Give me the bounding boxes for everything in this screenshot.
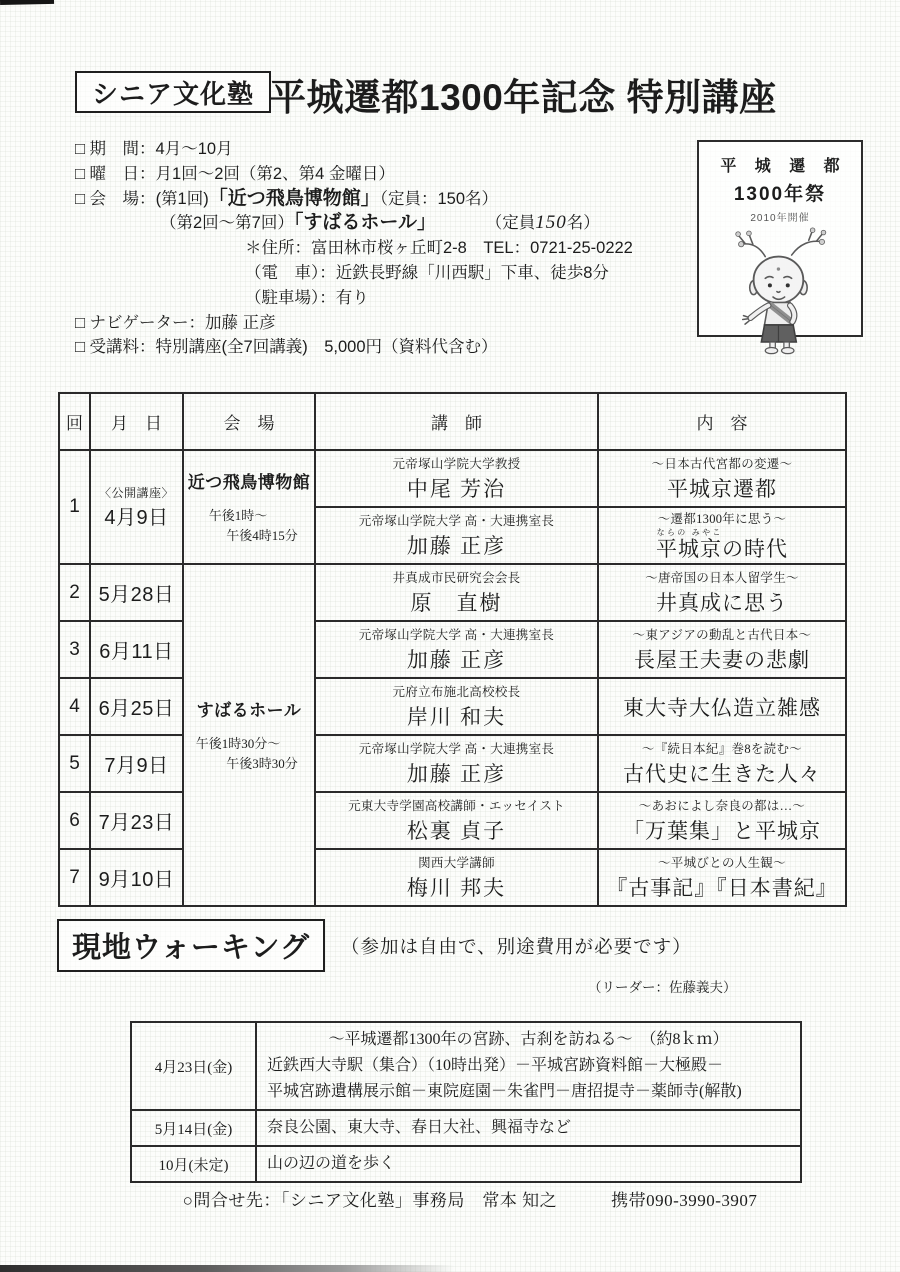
session-date: 6月25日 bbox=[98, 698, 175, 720]
walk-date: 5月14日(金) bbox=[131, 1110, 256, 1146]
poster-line3: 2010年開催 bbox=[750, 213, 810, 224]
content-subtitle: ～平城びとの人生観～ bbox=[657, 856, 786, 870]
header-session-no: 回 bbox=[59, 393, 90, 450]
lecturer-name: 岸川 和夫 bbox=[406, 705, 507, 729]
venue-time-start: 午後1時～ bbox=[208, 507, 268, 523]
lecturer-name: 中尾 芳治 bbox=[406, 477, 507, 501]
walk-detail bbox=[256, 1110, 801, 1146]
walking-note: （参加は自由で、別途費用が必要です） bbox=[341, 938, 692, 958]
session-date: 6月11日 bbox=[99, 641, 174, 663]
walk-route-line: 平城宮跡遺構展示館－東院庭園－朱雀門－唐招提寺－薬師寺(解散) bbox=[267, 1083, 742, 1100]
schedule-row-2 bbox=[59, 564, 846, 621]
school-badge-label: シニア文化塾 bbox=[92, 78, 255, 109]
venue2-capacity-number: 150 bbox=[535, 212, 567, 234]
venue-cell-hall bbox=[183, 564, 315, 906]
content-subtitle: ～日本古代宮都の変遷～ bbox=[651, 457, 793, 471]
schedule-row-5 bbox=[59, 735, 846, 792]
scan-artifact-top bbox=[0, 0, 54, 5]
content-title-rest: の時代 bbox=[722, 536, 788, 561]
venue-cell-museum bbox=[183, 450, 315, 564]
contact-phone: 携帯090-3990-3907 bbox=[611, 1191, 758, 1210]
content-title: 平城京遷都 bbox=[667, 477, 777, 501]
page-title: 平城遷都1300年記念 特別講座 bbox=[269, 77, 777, 118]
info-parking: （駐車場）：有り bbox=[245, 288, 369, 307]
scan-artifact-bottom bbox=[0, 1265, 455, 1272]
session-no: 5 bbox=[59, 735, 90, 792]
content-title: 東大寺大仏造立雑感 bbox=[623, 696, 821, 720]
schedule-row-1a bbox=[59, 450, 846, 507]
lecturer-title: 元帝塚山学院大学 高・大連携室長 bbox=[358, 742, 555, 756]
venue1-session: (第1回) bbox=[155, 189, 209, 208]
schedule-row-6 bbox=[59, 792, 846, 849]
content-cell bbox=[598, 507, 846, 564]
venue-time-end: 午後4時15分 bbox=[226, 528, 298, 543]
lecturer-name: 松裏 貞子 bbox=[406, 819, 507, 843]
info-address: ＊住所：富田林市桜ヶ丘町2-8 TEL：0721-25-0222 bbox=[245, 239, 633, 258]
session-date: 7月9日 bbox=[104, 755, 169, 777]
info-navigator: □ ナビゲーター：加藤 正彦 bbox=[75, 313, 276, 332]
info-venue1 bbox=[75, 187, 685, 212]
content-subtitle: ～あおによし奈良の都は…～ bbox=[638, 799, 806, 813]
session-date-cell bbox=[90, 735, 183, 792]
session-date: 4月9日 bbox=[104, 507, 169, 529]
open-lecture-note: 〈公開講座〉 bbox=[98, 486, 174, 500]
header-lecturer: 講 師 bbox=[315, 393, 598, 450]
footer-contact-line bbox=[0, 1186, 900, 1211]
walking-section-title: 現地ウォーキング bbox=[57, 919, 325, 972]
info-train: （電 車）：近鉄長野線「川西駅」下車、徒歩8分 bbox=[245, 263, 609, 282]
course-info-list bbox=[75, 137, 685, 360]
walk-date: 4月23日(金) bbox=[131, 1022, 256, 1110]
session-no: 3 bbox=[59, 621, 90, 678]
venue-name: 近つ飛鳥博物館 bbox=[187, 472, 311, 492]
lecturer-name: 加藤 正彦 bbox=[406, 534, 507, 558]
school-badge bbox=[75, 71, 271, 113]
lecturer-cell bbox=[315, 564, 598, 621]
lecturer-title: 元帝塚山学院大学 高・大連携室長 bbox=[358, 514, 555, 528]
content-cell bbox=[598, 564, 846, 621]
content-title: 長屋王夫妻の悲劇 bbox=[634, 648, 810, 672]
lecturer-name: 梅川 邦夫 bbox=[406, 876, 507, 900]
venue-name: すばるホール bbox=[196, 700, 302, 720]
content-subtitle: ～唐帝国の日本人留学生～ bbox=[645, 571, 799, 585]
lecture-schedule-table bbox=[58, 392, 847, 907]
session-date-cell bbox=[90, 678, 183, 735]
lecturer-cell bbox=[315, 735, 598, 792]
walk-route-line: 近鉄西大寺駅（集合）（10時出発）－平城宮跡資料館－大極殿－ bbox=[267, 1057, 724, 1074]
session-no: 2 bbox=[59, 564, 90, 621]
lecturer-name: 加藤 正彦 bbox=[406, 648, 507, 672]
lecturer-cell bbox=[315, 849, 598, 906]
walk-route-title: ～平城遷都1300年の宮跡、古刹を訪ねる～ （約8ｋｍ） bbox=[328, 1031, 729, 1048]
content-title: 井真成に思う bbox=[656, 591, 788, 615]
lecturer-title: 井真成市民研究会会長 bbox=[392, 571, 521, 585]
walk-route-line: 奈良公園、東大寺、春日大社、興福寺など bbox=[267, 1119, 572, 1136]
lecturer-title: 関西大学講師 bbox=[418, 856, 495, 870]
venue2-capacity-close: 名） bbox=[566, 214, 600, 233]
ruby-base: 平城京 bbox=[656, 536, 722, 561]
info-venue2 bbox=[160, 211, 685, 236]
session-no: 1 bbox=[59, 450, 90, 564]
venue-time bbox=[184, 734, 314, 774]
schedule-row-7 bbox=[59, 849, 846, 906]
lecturer-cell bbox=[315, 792, 598, 849]
content-cell bbox=[598, 735, 846, 792]
session-date-cell bbox=[90, 621, 183, 678]
contact-office: ○問合せ先：「シニア文化塾」事務局 常本 知之 bbox=[182, 1191, 558, 1210]
content-subtitle: ～東アジアの動乱と古代日本～ bbox=[632, 628, 812, 642]
venue2-capacity-open: （定員 bbox=[493, 214, 536, 233]
walk-detail bbox=[256, 1022, 801, 1110]
festival-poster-box bbox=[697, 140, 863, 337]
venue-time-end: 午後3時30分 bbox=[226, 756, 298, 771]
content-title bbox=[599, 528, 845, 563]
content-ruby bbox=[656, 527, 722, 561]
sento-kun-mascot-icon bbox=[718, 224, 842, 356]
content-cell bbox=[598, 678, 846, 735]
session-date: 7月23日 bbox=[98, 812, 175, 834]
content-title: 古代史に生きた人々 bbox=[623, 762, 821, 786]
lecturer-title: 元帝塚山学院大学教授 bbox=[392, 457, 521, 471]
content-cell bbox=[598, 792, 846, 849]
session-date-cell bbox=[90, 450, 183, 564]
content-title: 「万葉集」と平城京 bbox=[623, 819, 821, 843]
content-cell bbox=[598, 849, 846, 906]
header-date: 月 日 bbox=[90, 393, 183, 450]
lecturer-name: 加藤 正彦 bbox=[406, 762, 507, 786]
lecturer-title: 元帝塚山学院大学 高・大連携室長 bbox=[358, 628, 555, 642]
venue2-session: （第2回～第7回） bbox=[160, 214, 294, 233]
venue1-name: 「近つ飛鳥博物館」 bbox=[208, 187, 380, 209]
schedule-row-4 bbox=[59, 678, 846, 735]
header-venue: 会 場 bbox=[183, 393, 315, 450]
ruby-reading: ならの みやこ bbox=[656, 527, 722, 537]
walk-detail bbox=[256, 1146, 801, 1182]
content-cell bbox=[598, 621, 846, 678]
content-subtitle: ～遷都1300年に思う～ bbox=[657, 511, 787, 526]
content-subtitle: ～『続日本紀』巻8を読む～ bbox=[641, 742, 803, 756]
header-content: 内 容 bbox=[598, 393, 846, 450]
venue-time-start: 午後1時30分～ bbox=[195, 735, 281, 751]
lecturer-cell bbox=[315, 450, 598, 507]
venue-time bbox=[184, 506, 314, 546]
schedule-row-3 bbox=[59, 621, 846, 678]
walking-schedule-table bbox=[130, 1021, 802, 1183]
content-title: 『古事記』『日本書紀』 bbox=[606, 876, 838, 900]
info-weekday: □ 曜 日：月1回～2回（第2、第4 金曜日） bbox=[75, 164, 395, 183]
session-date-cell bbox=[90, 792, 183, 849]
walking-leader: （リーダー：佐藤義夫） bbox=[588, 980, 737, 995]
walk-route-line: 山の辺の道を歩く bbox=[267, 1155, 396, 1172]
session-date: 9月10日 bbox=[98, 869, 175, 891]
venue1-capacity: （定員：150名） bbox=[379, 189, 499, 208]
lecturer-title: 元府立布施北高校校長 bbox=[392, 685, 521, 699]
poster-line2: 1300年祭 bbox=[733, 184, 827, 205]
walk-date: 10月(未定) bbox=[131, 1146, 256, 1182]
content-cell bbox=[598, 450, 846, 507]
schedule-header-row bbox=[59, 393, 846, 450]
lecturer-name: 原 直樹 bbox=[410, 591, 503, 615]
session-no: 7 bbox=[59, 849, 90, 906]
session-date-cell bbox=[90, 849, 183, 906]
info-fee: □ 受講料：特別講座(全7回講義) 5,000円（資料代含む） bbox=[75, 338, 498, 357]
venue-label: □ 会 場： bbox=[75, 189, 156, 208]
walking-row-2 bbox=[131, 1110, 801, 1146]
venue2-name: 「すばるホール」 bbox=[293, 212, 436, 234]
walking-row-3 bbox=[131, 1146, 801, 1182]
lecturer-title: 元東大寺学園高校講師・エッセイスト bbox=[348, 799, 565, 813]
lecturer-cell bbox=[315, 621, 598, 678]
lecturer-cell bbox=[315, 507, 598, 564]
session-date: 5月28日 bbox=[98, 584, 175, 606]
lecturer-cell bbox=[315, 678, 598, 735]
info-period: □ 期 間：4月～10月 bbox=[75, 140, 233, 158]
walking-row-1 bbox=[131, 1022, 801, 1110]
poster-line1: 平 城 遷 都 bbox=[720, 158, 847, 175]
session-no: 4 bbox=[59, 678, 90, 735]
session-date-cell bbox=[90, 564, 183, 621]
session-no: 6 bbox=[59, 792, 90, 849]
